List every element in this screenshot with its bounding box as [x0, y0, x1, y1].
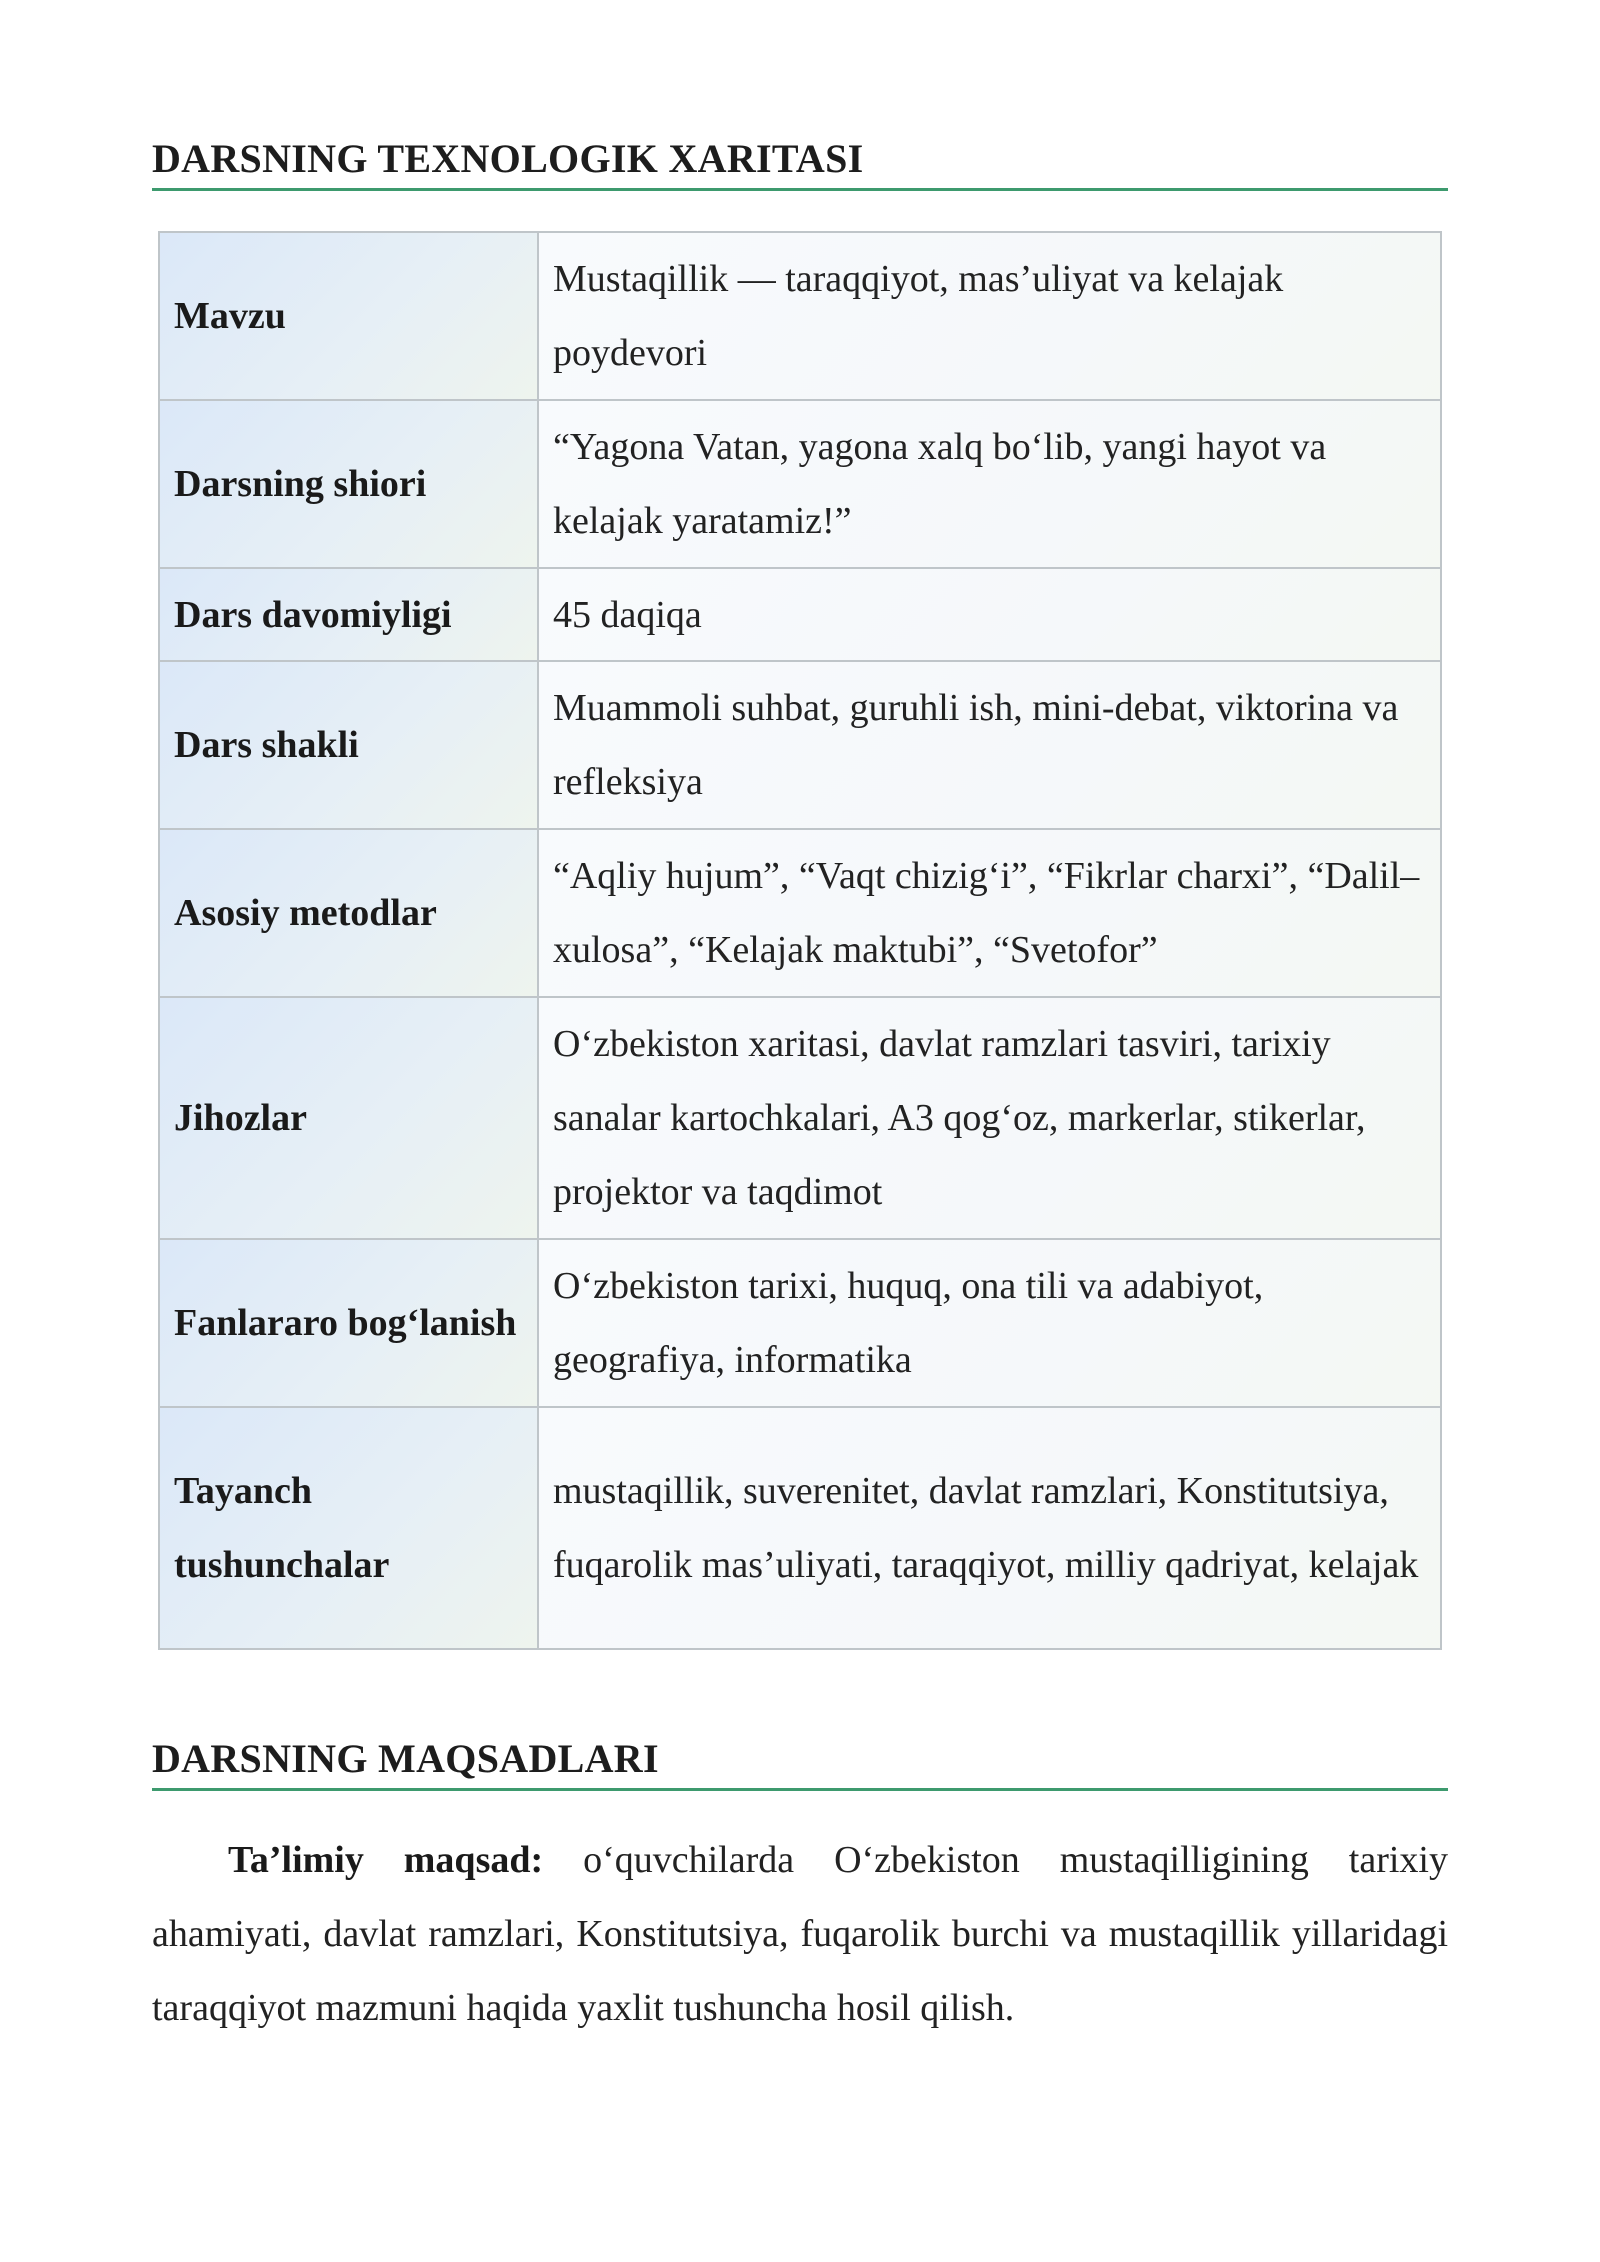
table-row	[159, 232, 1441, 400]
row-label: Jihozlar	[159, 997, 538, 1239]
educational-goal-label: Ta’limiy maqsad:	[228, 1839, 544, 1881]
table-row	[159, 661, 1441, 829]
row-value: mustaqillik, suverenitet, davlat ramzlari, Konstitutsiya, fuqarolik mas’uliyati, taraqqiyot, milliy qadriyat, kelajak	[538, 1407, 1441, 1649]
row-value: 45 daqiqa	[538, 568, 1441, 661]
table-row	[159, 568, 1441, 661]
row-label: Dars shakli	[159, 661, 538, 829]
table-row	[159, 1239, 1441, 1407]
table-row	[159, 400, 1441, 568]
row-value: “Aqliy hujum”, “Vaqt chizig‘i”, “Fikrlar charxi”, “Dalil–xulosa”, “Kelajak maktubi”, “Svetofor”	[538, 829, 1441, 997]
row-label: Mavzu	[159, 232, 538, 400]
row-value: Muammoli suhbat, guruhli ish, mini-debat, viktorina va refleksiya	[538, 661, 1441, 829]
table-row	[159, 997, 1441, 1239]
table-row	[159, 829, 1441, 997]
row-value: O‘zbekiston xaritasi, davlat ramzlari tasviri, tarixiy sanalar kartochkalari, A3 qog‘oz, markerlar, stikerlar, projektor va taqdimot	[538, 997, 1441, 1239]
tech-map-heading: DARSNING TEXNOLOGIK XARITASI	[152, 135, 1448, 191]
row-value: O‘zbekiston tarixi, huquq, ona tili va adabiyot, geografiya, informatika	[538, 1239, 1441, 1407]
table-row	[159, 1407, 1441, 1649]
educational-goal-text: o‘quvchilarda O‘zbekiston mustaqilligining tarixiy ahamiyati, davlat ramzlari, Konstitutsiya, fuqarolik burchi va mustaqillik yillaridagi taraqqiyot mazmuni haqida yaxlit tushuncha hosil qilish.	[152, 1839, 1448, 2029]
row-value: “Yagona Vatan, yagona xalq bo‘lib, yangi hayot va kelajak yaratamiz!”	[538, 400, 1441, 568]
row-label: Darsning shiori	[159, 400, 538, 568]
tech-map-table	[158, 231, 1442, 1650]
goals-heading: DARSNING MAQSADLARI	[152, 1735, 1448, 1791]
row-label: Fanlararo bog‘lanish	[159, 1239, 538, 1407]
row-value: Mustaqillik — taraqqiyot, mas’uliyat va kelajak poydevori	[538, 232, 1441, 400]
row-label: Dars davomiyligi	[159, 568, 538, 661]
educational-goal-paragraph	[152, 1823, 1448, 2045]
row-label: Tayanch tushunchalar	[159, 1407, 538, 1649]
row-label: Asosiy metodlar	[159, 829, 538, 997]
